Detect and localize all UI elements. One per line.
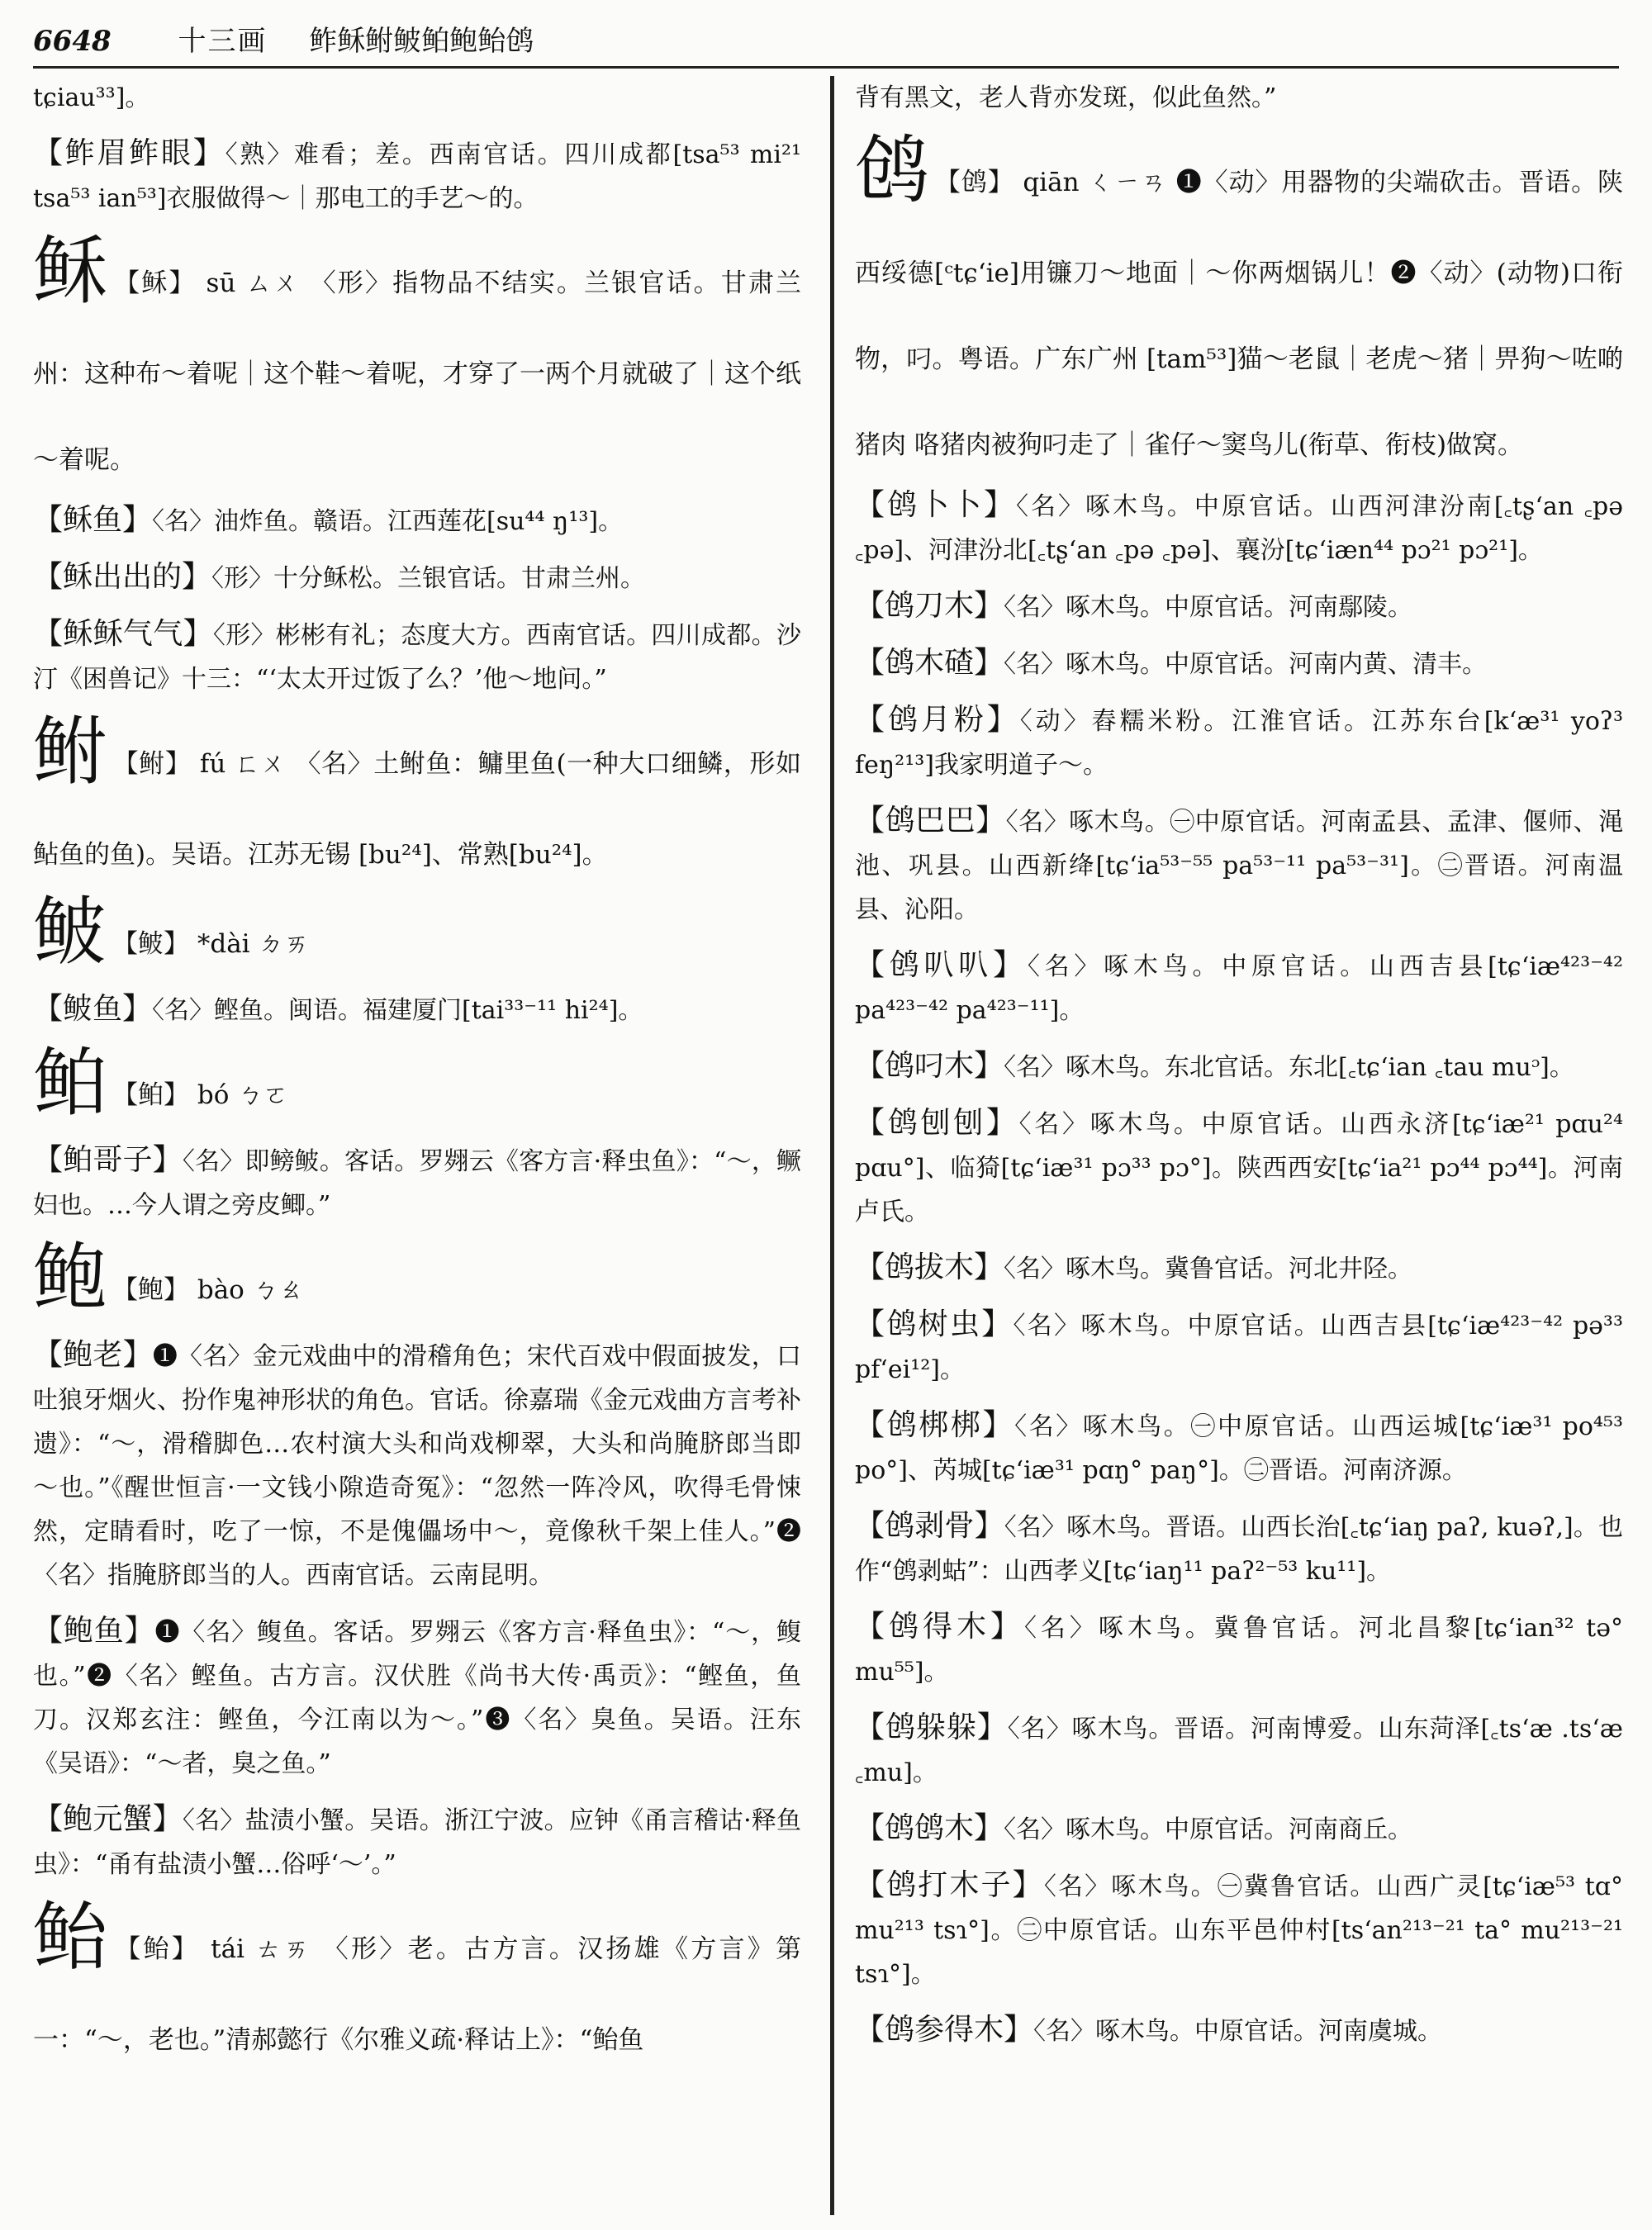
entry-word: 【鸧树虫】	[855, 1307, 1014, 1341]
entry	[855, 1302, 1623, 1392]
headword-definition: 【鸧】 qiān ㄑㄧㄢ ❶〈动〉用器物的尖端砍击。晋语。陕西绥德[ᶜtɕʻie]用镰刀～地面｜～你两烟锅儿！❷〈动〉(动物)口衔物，叼。粤语。广东广州 [tam⁵³]猫～老鼠｜老虎～猪｜畀狗～咗啲猪肉 咯猪肉被狗叼走了｜雀仔～窦鸟儿(衔草、衔枝)做窝。	[855, 168, 1623, 460]
headword-block	[855, 123, 1623, 472]
entry-definition: 〈名〉啄木鸟。中原官话。河南内黄、清丰。	[1004, 650, 1488, 679]
entry	[33, 1333, 801, 1597]
entry-word: 【鸧巴巴】	[855, 804, 1006, 837]
entry-word: 【鲍鱼】	[33, 1614, 155, 1648]
entry	[855, 1504, 1623, 1593]
entry-word: 【鲍元蟹】	[33, 1802, 183, 1836]
entry-definition: 〈名〉啄木鸟。中原官话。山西吉县[tɕʻiæ⁴²³⁻⁴² pə³³ pfʻei¹²]。	[855, 1312, 1623, 1384]
headword-char: 鲐	[33, 1894, 111, 1981]
page-number: 6648	[33, 25, 112, 58]
entry-word: 【稣稣气气】	[33, 617, 213, 651]
entry-word: 【鲍老】	[33, 1338, 153, 1372]
entry-word: 【鸧卜卜】	[855, 488, 1016, 522]
entry-word: 【鸧躲躲】	[855, 1710, 1008, 1744]
header-rule	[33, 66, 1619, 69]
entry	[855, 1706, 1623, 1795]
entry-definition: ❶〈名〉金元戏曲中的滑稽角色；宋代百戏中假面披发，口吐狼牙烟火、扮作鬼神形状的角色。官话。徐嘉瑞《金元戏曲方言考补遗》：“～，滑稽脚色…农村演大头和尚戏柳翠，大头和尚腌脐郎当即～也。”《醒世恒言·一文钱小隙造奇冤》：“忽然一阵冷风，吹得毛骨悚然，定睛看时，吃了一惊，不是傀儡场中～，竟像秋千架上佳人。”❷〈名〉指腌脐郎当的人。西南官话。云南昆明。	[33, 1342, 801, 1590]
entry	[33, 1609, 801, 1786]
entry	[33, 1138, 801, 1227]
entry-word: 【鸧梆梆】	[855, 1408, 1015, 1442]
headword-definition: 【稣】 sū ㄙㄨ 〈形〉指物品不结实。兰银官话。甘肃兰州：这种布～着呢｜这个鞋～着呢，才穿了一两个月就破了｜这个纸～着呢。	[33, 268, 801, 475]
entry-definition: 〈名〉盐渍小蟹。吴语。浙江宁波。应钟《甬言稽诂·释鱼虫》：“甬有盐渍小蟹…俗呼‘～’。”	[33, 1806, 801, 1879]
entry-word: 【鸧剥骨】	[855, 1509, 1004, 1543]
entry-definition: 〈名〉即鳑鲏。客话。罗翙云《客方言·释虫鱼》：“～，鳜妇也。…今人谓之旁皮鲫。”	[33, 1147, 801, 1220]
headword-char: 鲋	[33, 709, 108, 795]
entry-definition: 〈名〉啄木鸟。东北官话。东北[꜀tɕʻian ꜀tau muᵓ]。	[1004, 1053, 1574, 1082]
entry-definition: 〈名〉啄木鸟。㊀中原官话。山西运城[tɕʻiæ³¹ po⁴⁵³ po°]、芮城[tɕʻiæ³¹ pɑŋ° paŋ°]。㊁晋语。河南济源。	[855, 1412, 1623, 1485]
headword-definition: 【鲏】 *dài ㄉㄞ	[112, 929, 310, 959]
continuation-line: tɕiau³³]。	[33, 83, 150, 112]
entry	[33, 555, 801, 600]
entry-word: 【鸧得木】	[855, 1610, 1024, 1644]
entry-word: 【鸧参得木】	[855, 2013, 1034, 2047]
entry-word: 【鸧叭叭】	[855, 948, 1028, 982]
stroke-section: 十三画	[178, 25, 268, 58]
headword-char: 鸧	[855, 127, 930, 214]
entry	[855, 1806, 1623, 1852]
headword-block	[33, 1231, 801, 1321]
entry	[855, 483, 1623, 572]
entry-definition: 〈名〉啄木鸟。晋语。山西长治[꜀tɕʻiaŋ paʔ, kuəʔ,]。也作“鸧剥蛄”：山西孝义[tɕʻiaŋ¹¹ paʔ²⁻⁵³ ku¹¹]。	[855, 1513, 1623, 1586]
entry-definition: 〈名〉啄木鸟。冀鲁官话。河北昌黎[tɕʻian³² tə° mu⁵⁵]。	[855, 1614, 1623, 1687]
continuation-line: 背有黑文，老人背亦发斑，似此鱼然。”	[855, 83, 1277, 112]
entry-definition: 〈名〉啄木鸟。中原官话。河南虞城。	[1033, 2017, 1443, 2046]
entry-definition: 〈名〉啄木鸟。中原官话。河南商丘。	[1004, 1815, 1413, 1844]
header-characters: 鲊稣鲋鲏鲌鲍鲐鸧	[309, 25, 534, 58]
entry	[33, 1797, 801, 1886]
entry-definition: 〈形〉十分稣松。兰银官话。甘肃兰州。	[211, 564, 646, 593]
headword-definition: 【鲋】 fú ㄈㄨ 〈名〉土鲋鱼：鳙里鱼(一种大口细鳞，形如鲇鱼的鱼)。吴语。江苏无锡 [bu²⁴]、常熟[bu²⁴]。	[33, 749, 801, 870]
headword-block	[33, 1890, 801, 2066]
entry-word: 【鸧木碴】	[855, 646, 1004, 680]
headword-char: 鲌	[33, 1040, 107, 1127]
entry-word: 【鸧月粉】	[855, 703, 1020, 737]
entry-definition: 〈名〉啄木鸟。中原官话。山西吉县[tɕʻiæ⁴²³⁻⁴² pa⁴²³⁻⁴² pa⁴²³⁻¹¹]。	[855, 952, 1623, 1025]
headword-char: 鲏	[33, 889, 107, 975]
entry-definition: 〈动〉舂糯米粉。江淮官话。江苏东台[kʻæ³¹ yoʔ³ feŋ²¹³]我家明道子～。	[855, 707, 1623, 780]
entry-word: 【鲊眉鲊眼】	[33, 136, 225, 170]
headword-char: 稣	[33, 228, 110, 315]
headword-block	[33, 224, 801, 486]
entry-word: 【鸧鸧木】	[855, 1811, 1004, 1845]
entry-word: 【鸧打木子】	[855, 1868, 1044, 1902]
entry	[855, 1044, 1623, 1089]
entry	[855, 698, 1623, 787]
right-column	[855, 76, 1623, 2223]
entry	[855, 1863, 1623, 1996]
entry	[855, 1245, 1623, 1291]
entry	[855, 1403, 1623, 1492]
headword-char: 鲍	[33, 1235, 107, 1321]
headword-definition: 【鲌】 bó ㄅㄛ	[112, 1080, 289, 1110]
headword-definition: 【鲐】 tái ㄊㄞ 〈形〉老。古方言。汉扬雄《方言》第一：“～，老也。”清郝懿行《尔雅义疏·释诂上》：“鲐鱼	[33, 1934, 801, 2055]
headword-definition: 【鲍】 bào ㄅㄠ	[112, 1275, 304, 1305]
entry-word: 【鲌哥子】	[33, 1143, 183, 1177]
entry	[33, 131, 801, 221]
entry-definition: 〈名〉啄木鸟。中原官话。山西河津汾南[꜀tʂʻan ꜀pə ꜀pə]、河津汾北[꜀tʂʻan ꜀pə ꜀pə]、襄汾[tɕʻiæn⁴⁴ pɔ²¹ pɔ²¹]。	[855, 492, 1623, 565]
entry	[855, 943, 1623, 1032]
entry	[855, 584, 1623, 629]
left-column	[33, 76, 801, 2223]
column-divider	[830, 76, 834, 2215]
entry	[855, 1605, 1623, 1694]
entry	[855, 641, 1623, 686]
headword-block	[33, 885, 801, 975]
page-header	[33, 17, 1619, 66]
entry-word: 【稣鱼】	[33, 503, 153, 537]
entry-definition: 〈形〉彬彬有礼；态度大方。西南官话。四川成都。沙汀《困兽记》十三：“‘太太开过饭了么？’他～地问。”	[33, 621, 801, 694]
entry-definition: 〈名〉啄木鸟。中原官话。山西永济[tɕʻiæ²¹ pɑu²⁴ pɑu°]、临猗[tɕʻiæ³¹ pɔ³³ pɔ°]。陕西西安[tɕʻia²¹ pɔ⁴⁴ pɔ⁴⁴]。河南卢氏。	[855, 1110, 1623, 1226]
entry-definition: 〈名〉鲣鱼。闽语。福建厦门[tai³³⁻¹¹ hi²⁴]。	[152, 996, 643, 1025]
headword-block	[33, 1036, 801, 1127]
entry-word: 【鸧刨刨】	[855, 1106, 1019, 1140]
entry-definition: 〈名〉油炸鱼。赣语。江西莲花[su⁴⁴ ŋ¹³]。	[152, 507, 624, 536]
entry-word: 【鸧叼木】	[855, 1049, 1004, 1083]
entry-word: 【稣出出的】	[33, 560, 212, 594]
entry	[33, 987, 801, 1032]
entry-word: 【鲏鱼】	[33, 992, 153, 1026]
entry-definition: 〈名〉啄木鸟。冀鲁官话。河北井陉。	[1004, 1255, 1413, 1283]
entry	[855, 799, 1623, 932]
headword-block	[33, 705, 801, 881]
entry-definition: 〈熟〉难看；差。西南官话。四川成都[tsa⁵³ mi²¹ tsa⁵³ ian⁵³]衣服做得～｜那电工的手艺～的。	[33, 140, 801, 213]
entry-definition: 〈名〉啄木鸟。㊀中原官话。河南孟县、孟津、偃师、渑池、巩县。山西新绛[tɕʻia⁵³⁻⁵⁵ pa⁵³⁻¹¹ pa⁵³⁻³¹]。㊁晋语。河南温县、沁阳。	[855, 808, 1623, 924]
entry-definition: ❶〈名〉鳆鱼。客话。罗翙云《客方言·释鱼虫》：“～，鳆也。”❷〈名〉鲣鱼。古方言。汉伏胜《尚书大传·禹贡》：“鲣鱼，鱼刀。汉郑玄注：鲣鱼，今江南以为～。”❸〈名〉臭鱼。吴语。汪东《吴语》：“～者，臭之鱼。”	[33, 1618, 801, 1778]
entry-definition: 〈名〉啄木鸟。晋语。河南博爱。山东菏泽[꜀tsʻæ .tsʻæ ꜀mu]。	[855, 1715, 1623, 1787]
entry	[855, 2008, 1623, 2053]
entry	[33, 612, 801, 701]
entry-word: 【鸧刀木】	[855, 589, 1004, 623]
entry	[855, 1101, 1623, 1234]
entry-word: 【鸧拔木】	[855, 1250, 1004, 1284]
entry-definition: 〈名〉啄木鸟。㊀冀鲁官话。山西广灵[tɕʻiæ⁵³ tɑ° mu²¹³ tsɿ°]。㊁中原官话。山东平邑仲村[tsʻan²¹³⁻²¹ ta° mu²¹³⁻²¹ tsɿ°]。	[855, 1872, 1623, 1989]
entry-definition: 〈名〉啄木鸟。中原官话。河南鄢陵。	[1004, 593, 1413, 622]
entry	[33, 498, 801, 543]
